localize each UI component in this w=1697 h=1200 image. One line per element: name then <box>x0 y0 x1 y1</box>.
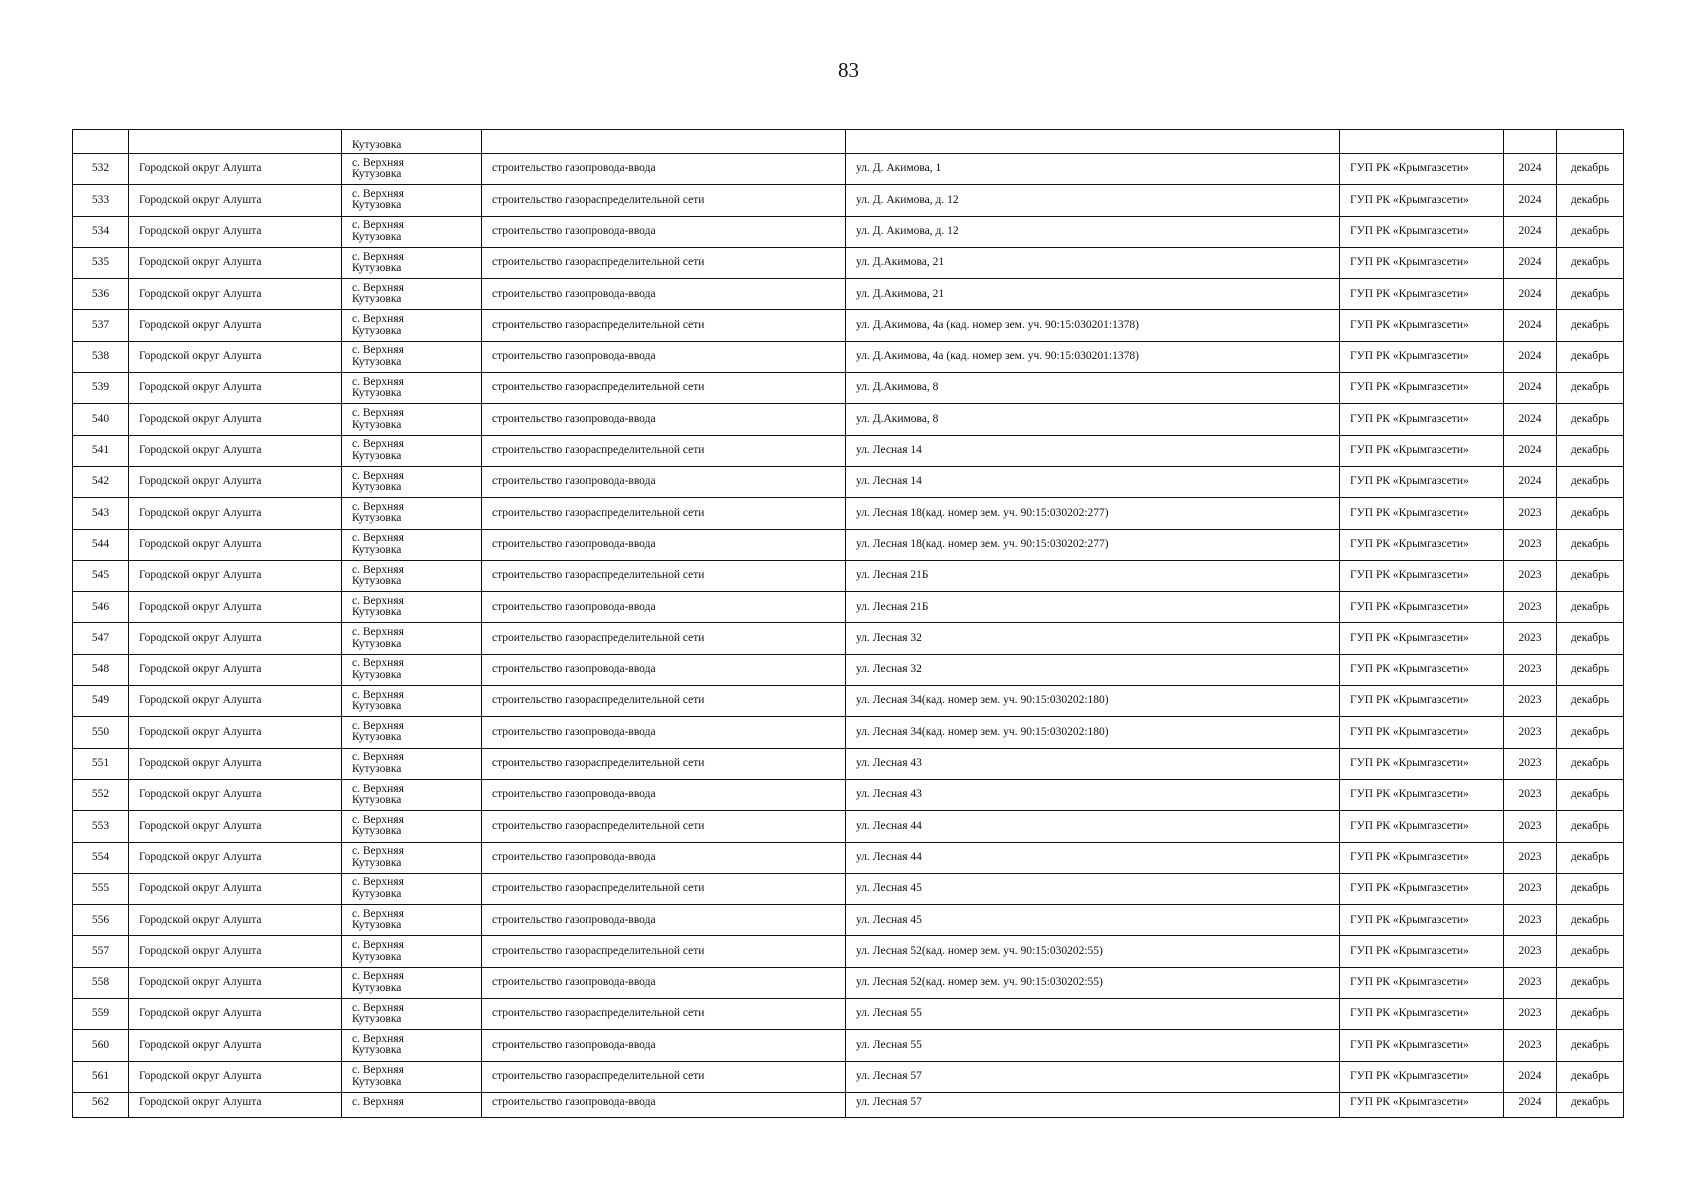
cell-num: 549 <box>73 686 129 717</box>
cell-address: ул. Лесная 45 <box>846 873 1340 904</box>
cell-district: Городской округ Алушта <box>129 623 342 654</box>
table-body <box>73 130 1624 1118</box>
cell-settlement: с. Верхняя Кутузовка <box>342 310 482 341</box>
cell-year: 2023 <box>1504 686 1557 717</box>
cell-work: строительство газопровода-ввода <box>482 404 846 435</box>
cell-district: Городской округ Алушта <box>129 310 342 341</box>
cell-month: декабрь <box>1557 560 1624 591</box>
cell-settlement: с. Верхняя Кутузовка <box>342 654 482 685</box>
table-row <box>73 435 1624 466</box>
cell-month: декабрь <box>1557 404 1624 435</box>
cell-settlement: с. Верхняя Кутузовка <box>342 842 482 873</box>
cell-district: Городской округ Алушта <box>129 905 342 936</box>
cell-year: 2023 <box>1504 842 1557 873</box>
cell-year: 2024 <box>1504 404 1557 435</box>
table-row <box>73 623 1624 654</box>
cell-year: 2024 <box>1504 247 1557 278</box>
cell-num: 544 <box>73 529 129 560</box>
cell-address: ул. Д.Акимова, 4а (кад. номер зем. уч. 90:15:030201:1378) <box>846 310 1340 341</box>
table-row <box>73 466 1624 497</box>
cell-operator: ГУП РК «Крымгазсети» <box>1340 873 1504 904</box>
cell-month: декабрь <box>1557 1030 1624 1061</box>
cell-year: 2024 <box>1504 341 1557 372</box>
cell-work: строительство газораспределительной сети <box>482 247 846 278</box>
cell-address: ул. Лесная 55 <box>846 999 1340 1030</box>
cell-operator: ГУП РК «Крымгазсети» <box>1340 967 1504 998</box>
cell-address: ул. Лесная 32 <box>846 654 1340 685</box>
cell-settlement: с. Верхняя Кутузовка <box>342 154 482 185</box>
cell-year <box>1504 130 1557 154</box>
cell-settlement: с. Верхняя Кутузовка <box>342 373 482 404</box>
cell-settlement: с. Верхняя Кутузовка <box>342 247 482 278</box>
cell-district: Городской округ Алушта <box>129 185 342 216</box>
cell-operator: ГУП РК «Крымгазсети» <box>1340 999 1504 1030</box>
cell-district: Городской округ Алушта <box>129 842 342 873</box>
cell-year: 2024 <box>1504 154 1557 185</box>
cell-district: Городской округ Алушта <box>129 373 342 404</box>
cell-operator: ГУП РК «Крымгазсети» <box>1340 279 1504 310</box>
cell-num: 538 <box>73 341 129 372</box>
table-row <box>73 185 1624 216</box>
cell-work: строительство газораспределительной сети <box>482 623 846 654</box>
table-row <box>73 560 1624 591</box>
cell-district: Городской округ Алушта <box>129 592 342 623</box>
cell-district: Городской округ Алушта <box>129 216 342 247</box>
cell-settlement: с. Верхняя Кутузовка <box>342 873 482 904</box>
cell-month: декабрь <box>1557 498 1624 529</box>
cell-num: 537 <box>73 310 129 341</box>
cell-address: ул. Д. Акимова, д. 12 <box>846 185 1340 216</box>
cell-settlement: с. Верхняя Кутузовка <box>342 999 482 1030</box>
cell-settlement: с. Верхняя Кутузовка <box>342 779 482 810</box>
cell-work: строительство газораспределительной сети <box>482 936 846 967</box>
cell-address: ул. Д. Акимова, д. 12 <box>846 216 1340 247</box>
cell-settlement: с. Верхняя Кутузовка <box>342 967 482 998</box>
table-row <box>73 842 1624 873</box>
cell-num: 536 <box>73 279 129 310</box>
cell-month: декабрь <box>1557 779 1624 810</box>
cell-year: 2023 <box>1504 623 1557 654</box>
cell-settlement: с. Верхняя Кутузовка <box>342 905 482 936</box>
cell-operator: ГУП РК «Крымгазсети» <box>1340 185 1504 216</box>
cell-address: ул. Лесная 45 <box>846 905 1340 936</box>
cell-num: 557 <box>73 936 129 967</box>
cell-settlement: с. Верхняя Кутузовка <box>342 560 482 591</box>
cell-operator: ГУП РК «Крымгазсети» <box>1340 779 1504 810</box>
cell-district: Городской округ Алушта <box>129 999 342 1030</box>
cell-num: 562 <box>73 1092 129 1117</box>
cell-work: строительство газораспределительной сети <box>482 873 846 904</box>
cell-year: 2023 <box>1504 1030 1557 1061</box>
table-row <box>73 1030 1624 1061</box>
cell-work: строительство газопровода-ввода <box>482 216 846 247</box>
cell-num: 558 <box>73 967 129 998</box>
cell-operator: ГУП РК «Крымгазсети» <box>1340 1092 1504 1117</box>
cell-operator: ГУП РК «Крымгазсети» <box>1340 1030 1504 1061</box>
cell-num: 534 <box>73 216 129 247</box>
cell-num: 545 <box>73 560 129 591</box>
cell-year: 2023 <box>1504 498 1557 529</box>
cell-settlement: с. Верхняя Кутузовка <box>342 185 482 216</box>
cell-month: декабрь <box>1557 216 1624 247</box>
cell-settlement: с. Верхняя Кутузовка <box>342 748 482 779</box>
cell-year: 2024 <box>1504 435 1557 466</box>
cell-district: Городской округ Алушта <box>129 1092 342 1117</box>
table-row <box>73 216 1624 247</box>
cell-settlement: с. Верхняя Кутузовка <box>342 811 482 842</box>
cell-operator: ГУП РК «Крымгазсети» <box>1340 654 1504 685</box>
cell-num: 535 <box>73 247 129 278</box>
cell-num: 561 <box>73 1061 129 1092</box>
table-row <box>73 279 1624 310</box>
cell-district: Городской округ Алушта <box>129 717 342 748</box>
cell-work: строительство газопровода-ввода <box>482 466 846 497</box>
cell-address: ул. Лесная 43 <box>846 748 1340 779</box>
cell-operator: ГУП РК «Крымгазсети» <box>1340 560 1504 591</box>
cell-year: 2024 <box>1504 1061 1557 1092</box>
cell-year: 2023 <box>1504 529 1557 560</box>
cell-district: Городской округ Алушта <box>129 279 342 310</box>
cell-district: Городской округ Алушта <box>129 247 342 278</box>
cell-work: строительство газопровода-ввода <box>482 1092 846 1117</box>
cell-work: строительство газопровода-ввода <box>482 154 846 185</box>
cell-district <box>129 130 342 154</box>
table-row <box>73 748 1624 779</box>
cell-address: ул. Лесная 52(кад. номер зем. уч. 90:15:030202:55) <box>846 967 1340 998</box>
cell-year: 2023 <box>1504 905 1557 936</box>
cell-operator: ГУП РК «Крымгазсети» <box>1340 623 1504 654</box>
table-row <box>73 154 1624 185</box>
cell-month: декабрь <box>1557 686 1624 717</box>
cell-address: ул. Лесная 21Б <box>846 560 1340 591</box>
cell-settlement: с. Верхняя Кутузовка <box>342 466 482 497</box>
cell-month: декабрь <box>1557 154 1624 185</box>
cell-work: строительство газопровода-ввода <box>482 341 846 372</box>
cell-month: декабрь <box>1557 811 1624 842</box>
table-row <box>73 310 1624 341</box>
cell-work: строительство газопровода-ввода <box>482 842 846 873</box>
cell-work: строительство газораспределительной сети <box>482 435 846 466</box>
cell-district: Городской округ Алушта <box>129 811 342 842</box>
cell-work: строительство газопровода-ввода <box>482 529 846 560</box>
cell-year: 2023 <box>1504 560 1557 591</box>
cell-work <box>482 130 846 154</box>
cell-district: Городской округ Алушта <box>129 873 342 904</box>
cell-year: 2024 <box>1504 1092 1557 1117</box>
cell-month: декабрь <box>1557 310 1624 341</box>
cell-num: 547 <box>73 623 129 654</box>
table-row-continued <box>73 130 1624 154</box>
cell-address: ул. Лесная 18(кад. номер зем. уч. 90:15:030202:277) <box>846 529 1340 560</box>
cell-work: строительство газораспределительной сети <box>482 999 846 1030</box>
cell-operator: ГУП РК «Крымгазсети» <box>1340 842 1504 873</box>
cell-month: декабрь <box>1557 592 1624 623</box>
cell-month: декабрь <box>1557 873 1624 904</box>
cell-year: 2023 <box>1504 873 1557 904</box>
table-row <box>73 498 1624 529</box>
cell-num: 542 <box>73 466 129 497</box>
cell-year: 2023 <box>1504 779 1557 810</box>
cell-month: декабрь <box>1557 373 1624 404</box>
cell-work: строительство газораспределительной сети <box>482 748 846 779</box>
table-row <box>73 592 1624 623</box>
table-row <box>73 404 1624 435</box>
cell-num: 548 <box>73 654 129 685</box>
cell-settlement: с. Верхняя Кутузовка <box>342 1030 482 1061</box>
cell-address: ул. Лесная 57 <box>846 1092 1340 1117</box>
cell-operator: ГУП РК «Крымгазсети» <box>1340 466 1504 497</box>
cell-work: строительство газопровода-ввода <box>482 967 846 998</box>
table-row <box>73 373 1624 404</box>
table-row <box>73 1061 1624 1092</box>
cell-operator: ГУП РК «Крымгазсети» <box>1340 1061 1504 1092</box>
table-row <box>73 341 1624 372</box>
cell-district: Городской округ Алушта <box>129 154 342 185</box>
cell-operator: ГУП РК «Крымгазсети» <box>1340 373 1504 404</box>
cell-operator: ГУП РК «Крымгазсети» <box>1340 341 1504 372</box>
cell-month: декабрь <box>1557 842 1624 873</box>
cell-num: 551 <box>73 748 129 779</box>
cell-address: ул. Лесная 52(кад. номер зем. уч. 90:15:030202:55) <box>846 936 1340 967</box>
cell-num: 541 <box>73 435 129 466</box>
cell-address: ул. Д.Акимова, 8 <box>846 373 1340 404</box>
cell-work: строительство газораспределительной сети <box>482 686 846 717</box>
cell-operator: ГУП РК «Крымгазсети» <box>1340 936 1504 967</box>
cell-month: декабрь <box>1557 936 1624 967</box>
cell-month: декабрь <box>1557 466 1624 497</box>
cell-month: декабрь <box>1557 341 1624 372</box>
cell-settlement: с. Верхняя Кутузовка <box>342 498 482 529</box>
cell-num: 556 <box>73 905 129 936</box>
cell-settlement: с. Верхняя Кутузовка <box>342 936 482 967</box>
table-row <box>73 811 1624 842</box>
cell-address: ул. Лесная 34(кад. номер зем. уч. 90:15:030202:180) <box>846 686 1340 717</box>
cell-district: Городской округ Алушта <box>129 748 342 779</box>
cell-year: 2023 <box>1504 592 1557 623</box>
cell-num: 543 <box>73 498 129 529</box>
cell-address: ул. Д.Акимова, 4а (кад. номер зем. уч. 90:15:030201:1378) <box>846 341 1340 372</box>
cell-work: строительство газораспределительной сети <box>482 310 846 341</box>
cell-month: декабрь <box>1557 717 1624 748</box>
cell-settlement: с. Верхняя Кутузовка <box>342 435 482 466</box>
table-row <box>73 247 1624 278</box>
cell-work: строительство газораспределительной сети <box>482 498 846 529</box>
cell-operator: ГУП РК «Крымгазсети» <box>1340 498 1504 529</box>
gas-network-table <box>72 129 1624 1118</box>
cell-operator: ГУП РК «Крымгазсети» <box>1340 435 1504 466</box>
cell-month: декабрь <box>1557 529 1624 560</box>
cell-month: декабрь <box>1557 905 1624 936</box>
cell-work: строительство газопровода-ввода <box>482 1030 846 1061</box>
cell-address: ул. Лесная 18(кад. номер зем. уч. 90:15:030202:277) <box>846 498 1340 529</box>
cell-address: ул. Д.Акимова, 21 <box>846 279 1340 310</box>
cell-year: 2023 <box>1504 748 1557 779</box>
table-row <box>73 905 1624 936</box>
cell-year: 2024 <box>1504 279 1557 310</box>
cell-year: 2023 <box>1504 811 1557 842</box>
cell-operator: ГУП РК «Крымгазсети» <box>1340 748 1504 779</box>
cell-year: 2023 <box>1504 967 1557 998</box>
cell-operator: ГУП РК «Крымгазсети» <box>1340 592 1504 623</box>
cell-work: строительство газопровода-ввода <box>482 779 846 810</box>
cell-settlement: Кутузовка <box>342 130 482 154</box>
cell-settlement: с. Верхняя Кутузовка <box>342 686 482 717</box>
cell-month: декабрь <box>1557 967 1624 998</box>
cell-work: строительство газопровода-ввода <box>482 654 846 685</box>
cell-num: 533 <box>73 185 129 216</box>
cell-district: Городской округ Алушта <box>129 1061 342 1092</box>
cell-address: ул. Лесная 57 <box>846 1061 1340 1092</box>
cell-address: ул. Лесная 32 <box>846 623 1340 654</box>
cell-address: ул. Лесная 14 <box>846 466 1340 497</box>
cell-district: Городской округ Алушта <box>129 435 342 466</box>
cell-operator: ГУП РК «Крымгазсети» <box>1340 310 1504 341</box>
cell-num <box>73 130 129 154</box>
cell-district: Городской округ Алушта <box>129 529 342 560</box>
cell-address: ул. Лесная 44 <box>846 842 1340 873</box>
cell-num: 560 <box>73 1030 129 1061</box>
cell-num: 540 <box>73 404 129 435</box>
cell-work: строительство газопровода-ввода <box>482 905 846 936</box>
cell-month: декабрь <box>1557 999 1624 1030</box>
cell-month: декабрь <box>1557 435 1624 466</box>
cell-settlement: с. Верхняя Кутузовка <box>342 529 482 560</box>
cell-year: 2023 <box>1504 654 1557 685</box>
cell-month: декабрь <box>1557 1092 1624 1117</box>
cell-address: ул. Лесная 21Б <box>846 592 1340 623</box>
cell-operator: ГУП РК «Крымгазсети» <box>1340 247 1504 278</box>
cell-settlement: с. Верхняя <box>342 1092 482 1117</box>
table-row <box>73 936 1624 967</box>
cell-num: 553 <box>73 811 129 842</box>
cell-address: ул. Д.Акимова, 21 <box>846 247 1340 278</box>
cell-month: декабрь <box>1557 654 1624 685</box>
cell-num: 559 <box>73 999 129 1030</box>
cell-operator: ГУП РК «Крымгазсети» <box>1340 404 1504 435</box>
cell-operator: ГУП РК «Крымгазсети» <box>1340 216 1504 247</box>
cell-month: декабрь <box>1557 623 1624 654</box>
cell-address <box>846 130 1340 154</box>
cell-work: строительство газораспределительной сети <box>482 373 846 404</box>
table-row <box>73 873 1624 904</box>
cell-address: ул. Лесная 43 <box>846 779 1340 810</box>
cell-settlement: с. Верхняя Кутузовка <box>342 216 482 247</box>
cell-year: 2023 <box>1504 936 1557 967</box>
cell-district: Городской округ Алушта <box>129 1030 342 1061</box>
cell-district: Городской округ Алушта <box>129 686 342 717</box>
cell-month: декабрь <box>1557 279 1624 310</box>
cell-address: ул. Лесная 55 <box>846 1030 1340 1061</box>
cell-district: Городской округ Алушта <box>129 560 342 591</box>
cell-operator: ГУП РК «Крымгазсети» <box>1340 717 1504 748</box>
cell-settlement: с. Верхняя Кутузовка <box>342 279 482 310</box>
cell-num: 552 <box>73 779 129 810</box>
table-row <box>73 654 1624 685</box>
cell-settlement: с. Верхняя Кутузовка <box>342 592 482 623</box>
cell-month: декабрь <box>1557 1061 1624 1092</box>
cell-district: Городской округ Алушта <box>129 404 342 435</box>
cell-year: 2024 <box>1504 185 1557 216</box>
cell-settlement: с. Верхняя Кутузовка <box>342 341 482 372</box>
cell-address: ул. Лесная 34(кад. номер зем. уч. 90:15:030202:180) <box>846 717 1340 748</box>
cell-num: 532 <box>73 154 129 185</box>
cell-district: Городской округ Алушта <box>129 967 342 998</box>
cell-year: 2024 <box>1504 466 1557 497</box>
cell-year: 2023 <box>1504 717 1557 748</box>
table-row <box>73 529 1624 560</box>
cell-work: строительство газопровода-ввода <box>482 279 846 310</box>
table-row <box>73 1092 1624 1117</box>
cell-year: 2023 <box>1504 999 1557 1030</box>
table-row <box>73 686 1624 717</box>
cell-work: строительство газопровода-ввода <box>482 717 846 748</box>
cell-year: 2024 <box>1504 373 1557 404</box>
cell-district: Городской округ Алушта <box>129 498 342 529</box>
cell-year: 2024 <box>1504 310 1557 341</box>
table-row <box>73 779 1624 810</box>
cell-settlement: с. Верхняя Кутузовка <box>342 404 482 435</box>
cell-num: 550 <box>73 717 129 748</box>
cell-settlement: с. Верхняя Кутузовка <box>342 717 482 748</box>
cell-address: ул. Лесная 14 <box>846 435 1340 466</box>
cell-address: ул. Д. Акимова, 1 <box>846 154 1340 185</box>
cell-month: декабрь <box>1557 185 1624 216</box>
cell-district: Городской округ Алушта <box>129 779 342 810</box>
cell-num: 539 <box>73 373 129 404</box>
cell-work: строительство газораспределительной сети <box>482 811 846 842</box>
cell-year: 2024 <box>1504 216 1557 247</box>
cell-district: Городской округ Алушта <box>129 936 342 967</box>
cell-operator: ГУП РК «Крымгазсети» <box>1340 686 1504 717</box>
cell-work: строительство газораспределительной сети <box>482 185 846 216</box>
table-row <box>73 717 1624 748</box>
cell-operator: ГУП РК «Крымгазсети» <box>1340 905 1504 936</box>
cell-district: Городской округ Алушта <box>129 654 342 685</box>
table-row <box>73 967 1624 998</box>
cell-month: декабрь <box>1557 748 1624 779</box>
cell-num: 555 <box>73 873 129 904</box>
cell-district: Городской округ Алушта <box>129 466 342 497</box>
cell-settlement: с. Верхняя Кутузовка <box>342 623 482 654</box>
cell-month: декабрь <box>1557 247 1624 278</box>
cell-district: Городской округ Алушта <box>129 341 342 372</box>
cell-operator: ГУП РК «Крымгазсети» <box>1340 811 1504 842</box>
cell-settlement: с. Верхняя Кутузовка <box>342 1061 482 1092</box>
table-row <box>73 999 1624 1030</box>
page-number: 83 <box>838 58 859 82</box>
cell-month <box>1557 130 1624 154</box>
cell-num: 554 <box>73 842 129 873</box>
cell-num: 546 <box>73 592 129 623</box>
cell-address: ул. Д.Акимова, 8 <box>846 404 1340 435</box>
cell-operator: ГУП РК «Крымгазсети» <box>1340 154 1504 185</box>
cell-operator: ГУП РК «Крымгазсети» <box>1340 529 1504 560</box>
cell-work: строительство газораспределительной сети <box>482 560 846 591</box>
cell-address: ул. Лесная 44 <box>846 811 1340 842</box>
cell-operator <box>1340 130 1504 154</box>
cell-work: строительство газопровода-ввода <box>482 592 846 623</box>
cell-work: строительство газораспределительной сети <box>482 1061 846 1092</box>
